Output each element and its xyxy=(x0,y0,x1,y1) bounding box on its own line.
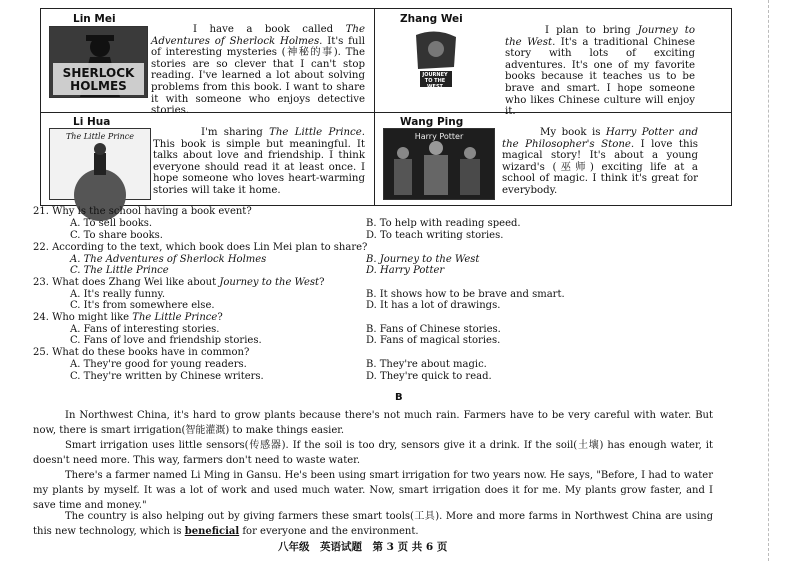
option-25c: C. They're written by Chinese writers. xyxy=(70,371,264,382)
option-22a xyxy=(70,254,266,265)
cover-title: The Little Prince xyxy=(65,132,135,141)
option-21c: C. To share books. xyxy=(70,230,163,241)
stem-text: 24. Who might like xyxy=(33,312,133,323)
zhang-wei-text xyxy=(505,25,695,118)
student-name: Wang Ping xyxy=(400,116,464,128)
text-part: I plan to bring xyxy=(545,25,638,36)
table-divider-vertical xyxy=(374,9,375,205)
question-25: 25. What do these books have in common? xyxy=(33,347,250,358)
passage-b-p3: There's a farmer named Li Ming in Gansu. He's been using smart irrigation for two years now. He says, "Before, I had to water my plants by myself. It was a lot of work and used much water. Now, smart irrigation does it for me. My plants grow faster, and I save time and money." xyxy=(33,470,713,511)
paragraph-text: The country is also helping out by giving farmers these smart tools(工具). More and more farms in Northwest China are using this new technology, which is xyxy=(33,511,713,537)
wang-ping-text xyxy=(502,127,698,197)
text-part: My book is xyxy=(540,127,606,138)
lin-mei-text-top xyxy=(151,24,365,117)
book-title: Harry Potter and the Philosopher's Stone. xyxy=(502,127,698,150)
student-name: Zhang Wei xyxy=(400,13,463,25)
student-name: Lin Mei xyxy=(73,13,116,25)
option-text: D. Harry Potter xyxy=(366,265,445,276)
option-21b: B. To help with reading speed. xyxy=(366,218,521,229)
stem-text: ? xyxy=(217,312,223,323)
stem-title: Journey to the West xyxy=(219,277,320,288)
stem-text: ? xyxy=(319,277,325,288)
book-cover-journey xyxy=(406,27,464,97)
option-24b: B. Fans of Chinese stories. xyxy=(366,324,501,335)
text-part: It's full of interesting mysteries (神秘的事). The stories are so clever that I can't stop reading. I've learned a lot about solving problems from this book. I want to share it with someone who enjoys detective stories. xyxy=(151,35,365,117)
book-title: The Little Prince. xyxy=(269,127,365,138)
cell-li-hua xyxy=(45,115,371,203)
passage-b-p1: In Northwest China, it's hard to grow plants because there's not much rain. Farmers have to be very careful with water. But now, there is smart irrigation(智能灌溉) to make things easier. xyxy=(33,410,713,436)
option-24c: C. Fans of love and friendship stories. xyxy=(70,335,262,346)
question-22: 22. According to the text, which book does Lin Mei plan to share? xyxy=(33,242,368,253)
book-cover-sherlock xyxy=(49,26,148,98)
book-title: Journey to the West. xyxy=(505,25,695,48)
binding-margin-line xyxy=(768,0,769,561)
cell-lin-mei xyxy=(45,11,371,117)
option-25d: D. They're quick to read. xyxy=(366,371,492,382)
option-22b xyxy=(366,254,479,265)
text-part: I love this magical story! It's about a young wizard's (巫师) exciting life at a school of magic. I think it's great for everybody. xyxy=(502,138,698,196)
paragraph-text: for everyone and the environment. xyxy=(239,526,419,537)
text-part: This book is simple but meaningful. It talks about love and friendship. I think everyone should read it at least once. I hope someone who loves heart-warming stories will take it home. xyxy=(153,138,365,196)
text-part: I'm sharing xyxy=(201,127,270,138)
option-24d: D. Fans of magical stories. xyxy=(366,335,501,346)
cover-title: SHERLOCK HOLMES xyxy=(62,66,135,93)
cover-title: Harry Potter xyxy=(414,132,464,141)
option-22c xyxy=(70,265,169,276)
option-25b: B. They're about magic. xyxy=(366,359,487,370)
section-b-heading: B xyxy=(395,392,403,403)
option-23a: A. It's really funny. xyxy=(70,289,166,300)
passage-b-p4 xyxy=(33,509,713,539)
question-21: 21. Why is the school having a book event? xyxy=(33,206,252,217)
option-23c: C. It's from somewhere else. xyxy=(70,300,215,311)
question-23 xyxy=(33,277,324,288)
student-name: Li Hua xyxy=(73,116,111,128)
text-part: It's a traditional Chinese story with lots of exciting adventures. It's one of my favorite books because it teaches us to be brave and smart. I hope someone who likes Chinese culture will enjoy it. xyxy=(505,36,695,118)
option-21d: D. To teach writing stories. xyxy=(366,230,504,241)
cover-title: JOURNEY TO THE WEST xyxy=(422,72,448,90)
option-text: A. The Adventures of Sherlock Holmes xyxy=(70,254,267,265)
option-text: C. The Little Prince xyxy=(70,265,169,276)
question-24 xyxy=(33,312,223,323)
li-hua-text xyxy=(153,127,365,197)
cell-wang-ping xyxy=(378,115,728,203)
book-cover-little-prince xyxy=(49,128,151,200)
book-title: The Adventures of Sherlock Holmes. xyxy=(151,24,365,47)
option-23b: B. It shows how to be brave and smart. xyxy=(366,289,565,300)
option-22d xyxy=(366,265,444,276)
book-cover-harry-potter xyxy=(383,128,495,200)
passage-b-p2: Smart irrigation uses little sensors(传感器). If the soil is too dry, sensors give it a drink. If the soil(土壤) has enough water, it doesn't need more. This way, farmers don't need to waste water. xyxy=(33,440,713,466)
stem-text: 23. What does Zhang Wei like about xyxy=(33,277,220,288)
text-part: I have a book called xyxy=(193,24,346,35)
option-21a: A. To sell books. xyxy=(70,218,153,229)
stem-title: The Little Prince xyxy=(132,312,218,323)
option-23d: D. It has a lot of drawings. xyxy=(366,300,501,311)
underlined-word: beneficial xyxy=(184,526,240,537)
option-25a: A. They're good for young readers. xyxy=(70,359,247,370)
option-text: B. Journey to the West xyxy=(366,254,480,265)
cell-zhang-wei xyxy=(378,11,728,118)
book-table xyxy=(40,8,732,206)
option-24a: A. Fans of interesting stories. xyxy=(70,324,220,335)
page-footer: 八年级 英语试题 第 3 页 共 6 页 xyxy=(278,541,448,553)
